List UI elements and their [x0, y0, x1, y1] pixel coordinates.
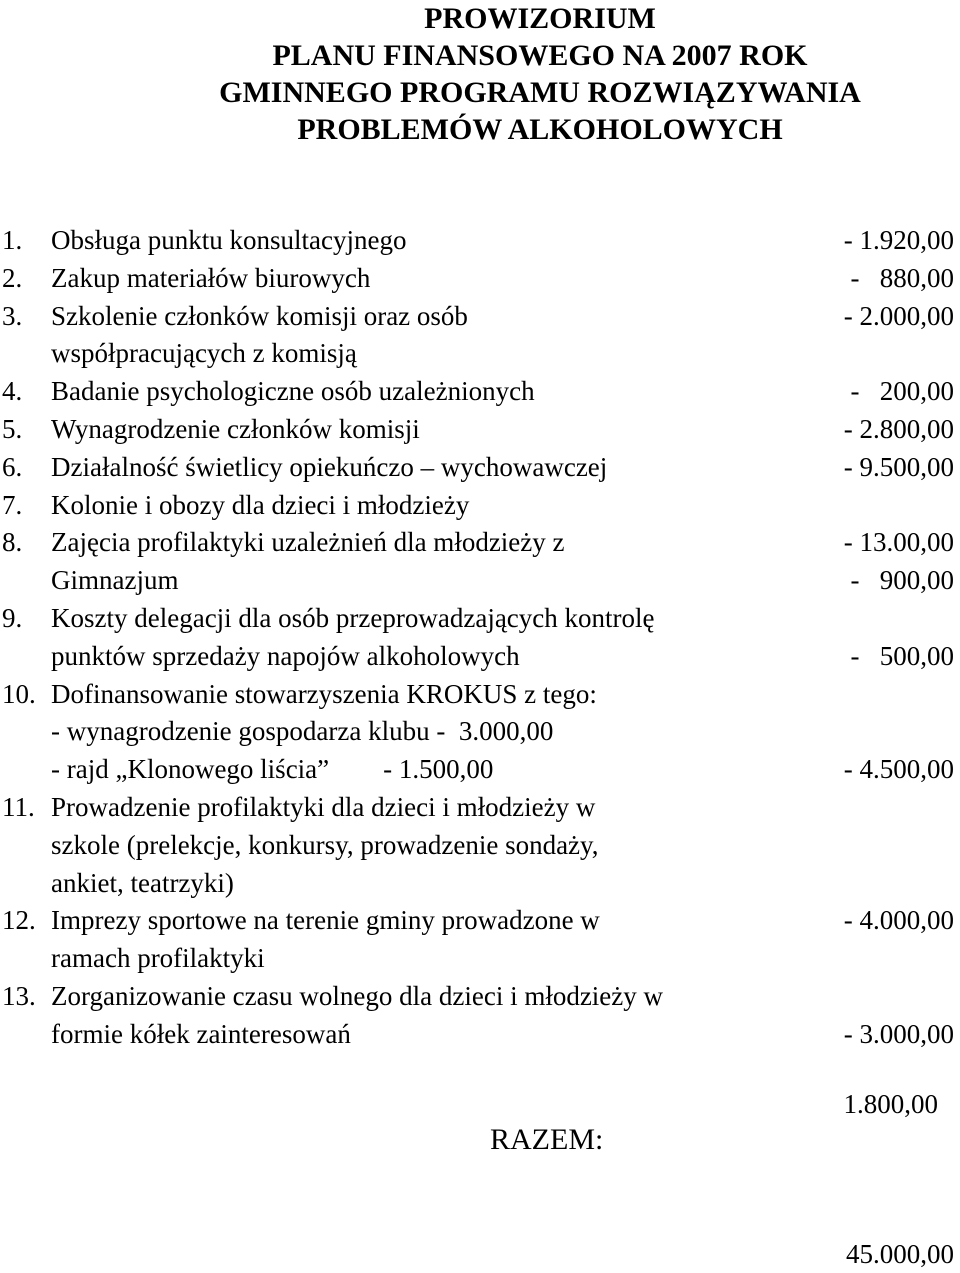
- item-amount: - 13.00,00: [843, 527, 954, 558]
- item-text: Kolonie i obozy dla dzieci i młodzieży: [51, 489, 470, 520]
- item-number: 6.: [2, 451, 23, 482]
- item-text: szkole (prelekcje, konkursy, prowadzenie sondaży,: [51, 829, 599, 860]
- total-lower-value: 45.000,00: [846, 1239, 954, 1269]
- item-amount: - 900,00: [850, 565, 954, 596]
- item-text: Szkolenie członków komisji oraz osób: [51, 300, 468, 331]
- item-amount: - 4.000,00: [843, 905, 954, 936]
- list-item: [0, 222, 960, 260]
- title-line-1: PROWIZORIUM: [424, 2, 656, 35]
- list-item: [0, 751, 960, 789]
- list-item: [0, 562, 960, 600]
- item-number: 4.: [2, 376, 23, 407]
- item-amount: - 4.500,00: [843, 754, 954, 785]
- item-text: punktów sprzedaży napojów alkoholowych: [51, 640, 520, 671]
- item-number: 7.: [2, 489, 23, 520]
- item-text: Zajęcia profilaktyki uzależnień dla młodzieży z: [51, 527, 565, 558]
- item-text: formie kółek zainteresowań: [51, 1018, 351, 1049]
- item-text: Prowadzenie profilaktyki dla dzieci i młodzieży w: [51, 791, 596, 822]
- list-item: [0, 449, 960, 487]
- item-text: - rajd „Klonowego liścia” - 1.500,00: [51, 754, 494, 785]
- list-item: [0, 789, 960, 827]
- item-number: 8.: [2, 527, 23, 558]
- item-text: Wynagrodzenie członków komisji: [51, 413, 420, 444]
- list-item: [0, 1016, 960, 1054]
- title-line-4: PROBLEMÓW ALKOHOLOWYCH: [297, 113, 783, 146]
- item-text: - wynagrodzenie gospodarza klubu - 3.000,00: [51, 716, 554, 747]
- list-item: [0, 865, 960, 903]
- item-amount: - 1.920,00: [843, 225, 954, 255]
- item-text: Gimnazjum: [51, 565, 179, 596]
- item-text: Imprezy sportowe na terenie gminy prowadzone w: [51, 905, 600, 936]
- item-text: Badanie psychologiczne osób uzależnionych: [51, 376, 535, 407]
- item-amount: - 500,00: [850, 640, 954, 671]
- item-number: 5.: [2, 413, 23, 444]
- item-text: Koszty delegacji dla osób przeprowadzających kontrolę: [51, 602, 655, 633]
- list-item: [0, 373, 960, 411]
- item-text: ramach profilaktyki: [51, 943, 265, 974]
- title-line-2: PLANU FINANSOWEGO NA 2007 ROK: [272, 39, 808, 72]
- item-number: 3.: [2, 300, 23, 331]
- total-label: RAZEM:: [490, 1123, 604, 1156]
- item-text: Dofinansowanie stowarzyszenia KROKUS z tego:: [51, 678, 597, 709]
- list-item: [0, 600, 960, 638]
- item-amount: - 2.800,00: [843, 413, 954, 444]
- item-amount: - 200,00: [850, 376, 954, 407]
- list-item: [0, 902, 960, 940]
- item-number: 10.: [2, 678, 36, 709]
- list-item: [0, 524, 960, 562]
- title-line-3: GMINNEGO PROGRAMU ROZWIĄZYWANIA: [219, 76, 861, 109]
- item-number: 13.: [2, 980, 36, 1011]
- item-number: 9.: [2, 602, 23, 633]
- item-amount: - 2.000,00: [843, 300, 954, 331]
- item-amount: - 880,00: [850, 262, 954, 293]
- list-item: [0, 487, 960, 525]
- item-number: 12.: [2, 905, 36, 936]
- list-item: [0, 940, 960, 978]
- list-item: [0, 638, 960, 676]
- list-item: [0, 827, 960, 865]
- item-text: współpracujących z komisją: [51, 338, 357, 369]
- item-number: 2.: [2, 262, 23, 293]
- list-item: [0, 676, 960, 714]
- list-item: [0, 335, 960, 373]
- list-item: [0, 260, 960, 298]
- budget-list: [0, 222, 960, 1054]
- item-text: Zakup materiałów biurowych: [51, 262, 371, 293]
- item-text: Zorganizowanie czasu wolnego dla dzieci i młodzieży w: [51, 980, 664, 1011]
- item-amount: - 9.500,00: [843, 451, 954, 482]
- total-upper-value: 1.800,00: [843, 1089, 938, 1119]
- item-number: 1.: [2, 225, 23, 255]
- item-text: ankiet, teatrzyki): [51, 867, 234, 898]
- list-item: [0, 978, 960, 1016]
- list-item: [0, 411, 960, 449]
- document-title: [160, 0, 920, 148]
- item-number: 11.: [2, 791, 35, 822]
- list-item: [0, 713, 960, 751]
- list-item: [0, 298, 960, 336]
- item-amount: - 3.000,00: [843, 1018, 954, 1049]
- item-text: Obsługa punktu konsultacyjnego: [51, 225, 407, 255]
- item-text: Działalność świetlicy opiekuńczo – wychowawczej: [51, 451, 608, 482]
